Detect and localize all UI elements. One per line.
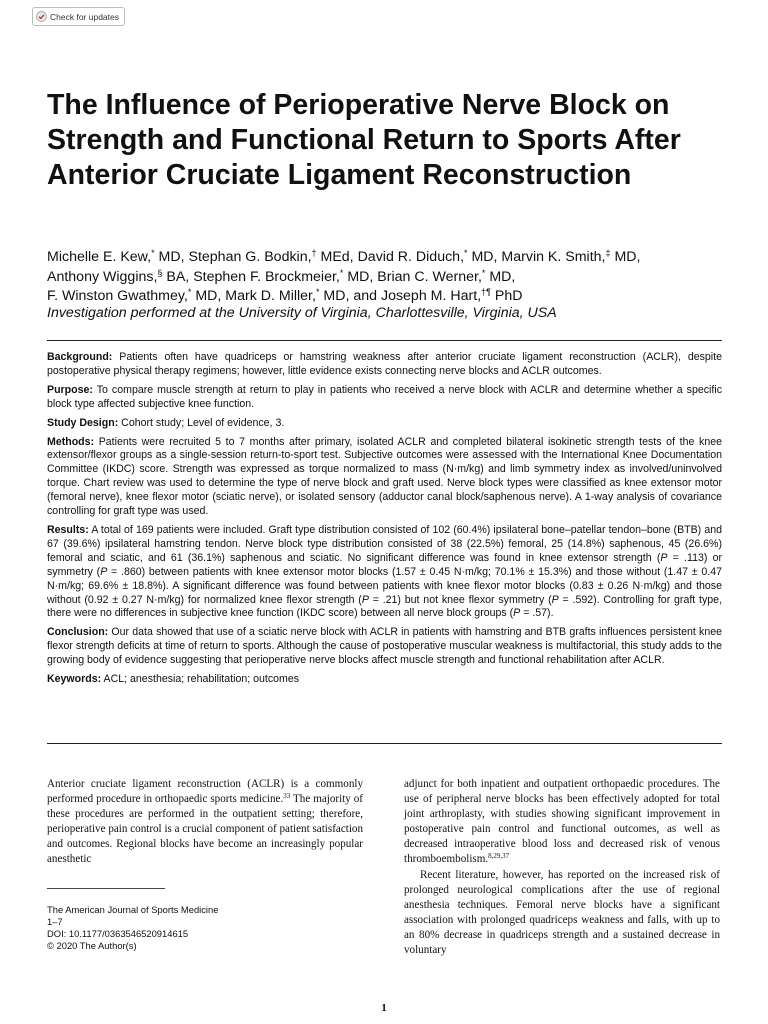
abstract-background: Background: Patients often have quadriceps or hamstring weakness after anterior cruciate ligament reconstruction (ACLR), despite postoperative physical therapy regimens; however, little evidence exists connecting nerve blocks and ACLR outcomes. bbox=[47, 351, 722, 377]
author-list bbox=[47, 248, 737, 307]
abstract bbox=[47, 340, 722, 692]
page-range: 1–7 bbox=[47, 916, 63, 928]
body-column-right bbox=[404, 777, 720, 958]
footnote-rule bbox=[47, 888, 165, 889]
abstract-keywords: Keywords: ACL; anesthesia; rehabilitation; outcomes bbox=[47, 673, 300, 686]
author: F. Winston Gwathmey,* MD, bbox=[47, 287, 226, 304]
body-paragraph: Recent literature, however, has reported on the increased risk of prolonged neurological complications after the use of regional anesthesia techniques. Femoral nerve blocks have a significant association with prolonged quadriceps weakness and falls, with up to an 80% decrease in quadriceps strength and a sustained decrease in voluntary bbox=[404, 868, 720, 957]
article-title: The Influence of Perioperative Nerve Block on Strength and Functional Return to Sports After Anterior Cruciate Ligament Reconstruction bbox=[47, 89, 681, 191]
journal-name: The American Journal of Sports Medicine bbox=[47, 904, 219, 915]
author: Anthony Wiggins,§ BA, bbox=[47, 267, 194, 285]
abstract-purpose: Purpose: To compare muscle strength at return to play in patients who received a nerve block with ACLR and determine whether a specific block type affected subjective knee function. bbox=[47, 383, 722, 410]
author: Stephen F. Brockmeier,* MD, bbox=[193, 267, 378, 285]
author: David R. Diduch,* MD, bbox=[357, 248, 502, 265]
author: Marvin K. Smith,‡ MD, bbox=[501, 248, 641, 265]
copyright: © 2020 The Author(s) bbox=[47, 940, 137, 952]
doi[interactable]: DOI: 10.1177/0363546520914615 bbox=[47, 928, 189, 940]
abstract-results: Results: A total of 169 patients were included. Graft type distribution consisted of 102 (60.4%) ipsilateral bone–patellar tendon–bone (BTB) and 67 (39.6%) ipsilateral hamstring tendon. Nerve block type distribution consisted of 38 (22.5%) femoral, 25 (14.8%) saphenous, 45 (26.6%) femoral and sciatic, and 61 (36.1%) saphenous and sciatic. No significant difference was found in knee extensor strength (P = .113) or symmetry (P = .860) between patients with knee extensor motor blocks (1.57 ± 0.45 N·m/kg; 70.1% ± 15.3%) and those without (1.47 ± 0.47 N·m/kg; 69.6% ± 18.8%). A significant difference was found between patients with knee flexor motor blocks (0.83 ± 0.26 N·m/kg) and those without (0.92 ± 0.27 N·m/kg) for normalized knee flexor strength (P = .21) but not knee flexor symmetry (P = .592). Controlling for graft type, there were no differences in subjective knee function (IKDC score) between all nerve block groups (P = .57). bbox=[47, 523, 723, 620]
author: Michelle E. Kew,* MD, bbox=[47, 248, 189, 265]
journal-footer bbox=[47, 904, 363, 952]
check-for-updates-badge[interactable] bbox=[32, 7, 125, 26]
reference-link[interactable]: 33 bbox=[283, 792, 291, 801]
body-paragraph: Anterior cruciate ligament reconstruction (ACLR) is a commonly performed procedure in orthopaedic sports medicine.$^{33}$ The majority of these procedures are performed in the outpatient setting; therefore, perioperative pain control is a crucial component of patient satisfaction and outcomes. Regional blocks have become an increasingly popular anesthetic bbox=[47, 778, 363, 866]
page-number: 1 bbox=[381, 1002, 387, 1014]
body-column-left bbox=[47, 777, 363, 868]
abstract-study-design: Study Design: Cohort study; Level of evidence, 3. bbox=[47, 416, 285, 429]
check-for-updates-label: Check for updates bbox=[50, 11, 119, 22]
reference-link[interactable]: 8,29,37 bbox=[488, 852, 510, 861]
author: Mark D. Miller,* MD, and bbox=[225, 287, 381, 304]
affiliation: Investigation performed at the University of Virginia, Charlottesville, Virginia, USA bbox=[47, 305, 557, 321]
author: Stephan G. Bodkin,† MEd, bbox=[188, 248, 358, 265]
body-paragraph: adjunct for both inpatient and outpatient orthopaedic procedures. The use of peripheral nerve blocks has been effectively adopted for total joint arthroplasty, with studies showing significant improvement in postoperative pain control and functional outcomes, as well as decreased intraoperative blood loss and decreased risk of venous thromboembolism.$^{8,29,37}$ bbox=[404, 778, 720, 866]
abstract-conclusion: Conclusion: Our data showed that use of a sciatic nerve block with ACLR in patients with hamstring and BTB grafts influences persistent knee flexor strength deficits at time of return to sports. Although the cause of postoperative muscular weakness is multifactorial, this study adds to the growing body of evidence suggesting that perioperative nerve blocks affect muscle strength and functional rehabilitation after ACLR. bbox=[47, 626, 722, 667]
check-for-updates-icon bbox=[36, 11, 47, 22]
abstract-bottom-rule bbox=[47, 743, 722, 744]
author: Joseph M. Hart,†¶ PhD bbox=[380, 287, 523, 304]
author: Brian C. Werner,* MD, bbox=[377, 267, 516, 285]
abstract-methods: Methods: Patients were recruited 5 to 7 months after primary, isolated ACLR and completed bilateral isokinetic strength tests of the knee extensor/flexor groups as a single-session return-to-sport test. Subjective outcomes were assessed with the International Knee Documentation Committee (IKDC) score. Strength was expressed as torque normalized to mass (N·m/kg) and limb symmetry index as involved/uninvolved torque. Chart review was used to determine the type of nerve block and graft used. Nerve block types were classified as knee extensor motor (femoral nerve), knee flexor motor (sciatic nerve), or isolated sensory (adductor canal block/saphenous nerve). A 1-way analysis of covariance controlling for graft type was used. bbox=[47, 435, 722, 518]
